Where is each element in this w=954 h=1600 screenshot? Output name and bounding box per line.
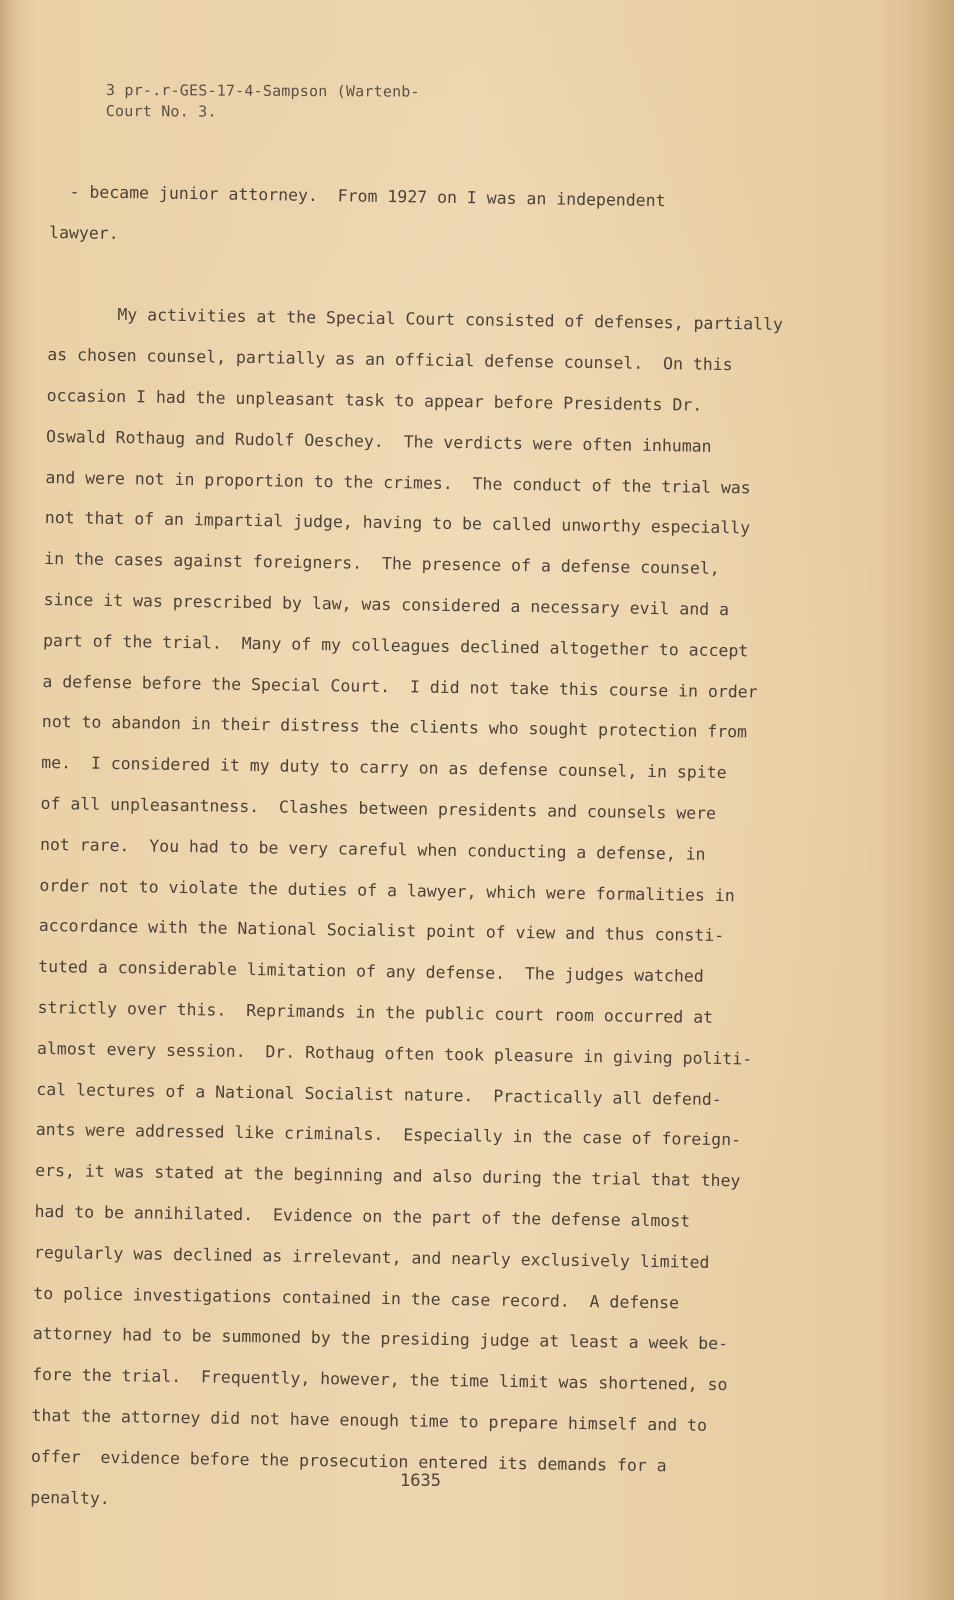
text-line: attorney had to be summoned by the presiding judge at least a week be- <box>32 1324 729 1354</box>
text-line: penalty. <box>30 1487 110 1508</box>
text-line: as chosen counsel, partially as an official defense counsel. On this <box>47 345 733 375</box>
text-line: had to be annihilated. Evidence on the part of the defense almost <box>34 1201 691 1231</box>
text-line: Oswald Rothaug and Rudolf Oeschey. The verdicts were often inhuman <box>45 426 712 456</box>
text-line: order not to violate the duties of a lawyer, which were formalities in <box>39 875 735 905</box>
text-line: strictly over this. Reprimands in the public court room occurred at <box>37 997 714 1027</box>
page-number: 1635 <box>400 1471 441 1491</box>
text-line: not that of an impartial judge, having to be called unworthy especially <box>44 508 751 538</box>
text-line: that the attorney did not have enough time to prepare himself and to <box>31 1405 708 1435</box>
testimony-text <box>30 172 840 1530</box>
text-line: a defense before the Special Court. I did not take this course in order <box>42 671 758 702</box>
text-line: accordance with the National Socialist point of view and thus consti- <box>38 916 725 946</box>
court-number: Court No. 3. <box>105 101 217 121</box>
text-line: occasion I had the unpleasant task to appear before Presidents Dr. <box>46 385 703 415</box>
text-line: My activities at the Special Court consisted of defenses, partially <box>47 304 784 335</box>
text-line: of all unpleasantness. Clashes between presidents and counsels were <box>40 793 717 823</box>
text-line: almost every session. Dr. Rothaug often took pleasure in giving politi- <box>36 1038 753 1069</box>
text-line: since it was prescribed by law, was considered a necessary evil and a <box>43 589 730 620</box>
text-line: part of the trial. Many of my colleagues declined altogether to accept <box>42 630 749 661</box>
text-line: - became junior attorney. From 1927 on I was an independent <box>49 181 666 211</box>
text-line: cal lectures of a National Socialist nature. Practically all defend- <box>36 1079 722 1109</box>
text-line: lawyer. <box>48 222 119 243</box>
text-line: not rare. You had to be very careful when conducting a defense, in <box>39 834 706 864</box>
text-line: ants were addressed like criminals. Especially in the case of foreign- <box>35 1120 742 1150</box>
text-line: fore the trial. Frequently, however, the time limit was shortened, so <box>32 1364 728 1395</box>
paper-edge-right <box>924 0 954 1600</box>
text-line: ers, it was stated at the beginning and also during the trial that they <box>35 1161 741 1191</box>
text-line: me. I considered it my duty to carry on as defense counsel, in spite <box>41 753 727 783</box>
text-line: and were not in proportion to the crimes. The conduct of the trial was <box>45 467 751 498</box>
page-header <box>106 80 420 124</box>
text-line: in the cases against foreigners. The presence of a defense counsel, <box>44 549 720 579</box>
paper-edge-left <box>0 0 14 1600</box>
text-line: not to abandon in their distress the clients who sought protection from <box>41 712 748 742</box>
text-line: regularly was declined as irrelevant, and nearly exclusively limited <box>33 1242 710 1272</box>
text-line: to police investigations contained in the case record. A defense <box>33 1283 680 1312</box>
text-line: tuted a considerable limitation of any defense. The judges watched <box>38 957 704 986</box>
case-reference: 3 pr-.r-GES-17-4-Sampson (Wartenb- <box>105 80 420 101</box>
text-line: offer evidence before the prosecution entered its demands for a <box>30 1446 667 1475</box>
